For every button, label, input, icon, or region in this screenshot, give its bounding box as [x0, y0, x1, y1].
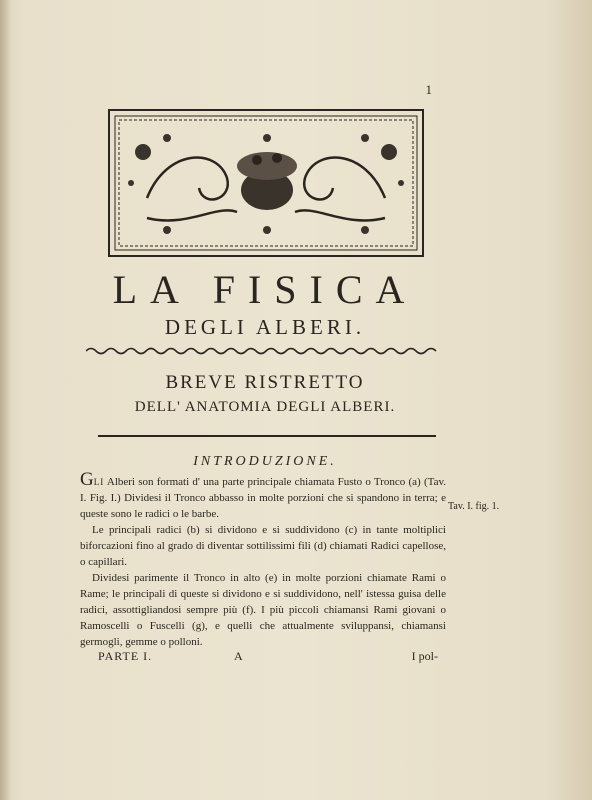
decorative-wave-rule: [86, 346, 440, 356]
drop-cap: G: [80, 469, 94, 490]
opening-smallcaps: LI: [93, 477, 105, 487]
paragraph-1-text: Alberi son formati d' una parte principale chiamata Fusto o Tronco (a) (Tav. I. Fig. I.) Dividesi il Tronco abbasso in molte porzioni che si spandono in terra; e queste sono le radici o le barbe.: [80, 476, 446, 520]
footer-signature-mark: A: [234, 649, 243, 663]
page-number: 1: [425, 82, 432, 97]
footer-part-label: PARTE I.: [98, 649, 153, 663]
margin-note: Tav. I. fig. 1.: [448, 501, 500, 512]
footer-catchword: I pol-: [411, 649, 438, 663]
title-line-2: DEGLI ALBERI.: [164, 315, 366, 339]
subtitle-line-2: DELL' ANATOMIA DEGLI ALBERI.: [134, 399, 396, 415]
title-line-1: LA FISICA: [112, 267, 418, 312]
page-footer: [98, 649, 438, 665]
paragraph-2: Le principali radici (b) si dividono e si suddividono (c) in tante moltiplici biforcazioni fino al grado di diventar sottilissimi fili (d) chiamati Radici capellose, o capillari.: [80, 524, 446, 568]
paragraph-3: Dividesi parimente il Tronco in alto (e) in molte porzioni chiamate Rami o Rame; le principali di queste si dividono e si suddividono, nell' istessa guisa delle radici, assottigliandosi sempre più (f). I più piccoli chiamansi Rami giovani o Ramoscelli o Fuscelli (g), e quelli che attualmente sviluppansi, chiamansi germogli, gemme o polloni.: [80, 572, 446, 648]
section-rule: [98, 435, 436, 437]
subtitle-line-1: BREVE RISTRETTO: [165, 372, 365, 393]
body-text: [80, 469, 446, 650]
paragraph-1: [80, 469, 446, 522]
section-heading: INTRODUZIONE.: [193, 454, 337, 469]
binding-gutter: [0, 0, 10, 800]
engraved-headpiece-ornament: [107, 108, 425, 258]
